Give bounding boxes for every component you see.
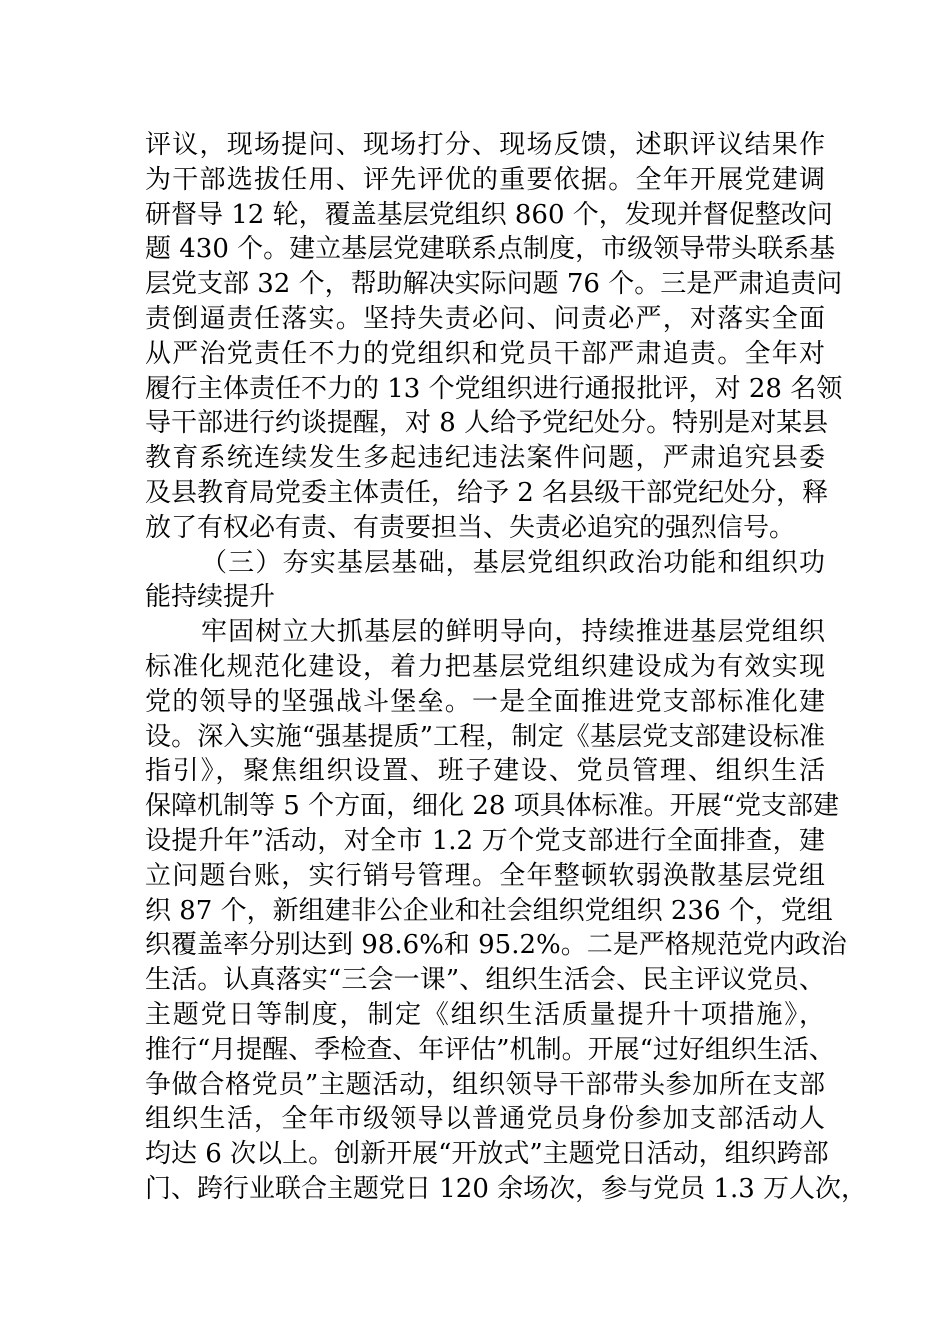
paragraph-line: 织 87 个，新组建非公企业和社会组织党组织 236 个，党组 xyxy=(145,895,833,926)
paragraph-line: 标准化规范化建设，着力把基层党组织建设成为有效实现 xyxy=(145,651,825,682)
paragraph-line: 组织生活，全年市级领导以普通党员身份参加支部活动人 xyxy=(145,1104,825,1135)
paragraph-line: 放了有权必有责、有责要担当、失责必追究的强烈信号。 xyxy=(145,512,796,543)
paragraph-line: 争做合格党员”主题活动，组织领导干部带头参加所在支部 xyxy=(145,1069,825,1100)
paragraph-line: 生活。认真落实“三会一课”、组织生活会、民主评议党员、 xyxy=(145,965,825,996)
paragraph-line: 推行“月提醒、季检查、年评估”机制。开展“过好组织生活、 xyxy=(145,1034,835,1065)
paragraph-line: 及县教育局党委主体责任，给予 2 名县级干部党纪处分，释 xyxy=(145,477,829,508)
paragraph-line: 为干部选拔任用、评先评优的重要依据。全年开展党建调 xyxy=(145,164,825,195)
paragraph-line: 党的领导的坚强战斗堡垒。一是全面推进党支部标准化建 xyxy=(145,686,825,717)
section-heading xyxy=(145,546,825,616)
paragraph-line: 门、跨行业联合主题党日 120 余场次，参与党员 1.3 万人次， xyxy=(145,1173,868,1204)
paragraph-line: 导干部进行约谈提醒，对 8 人给予党纪处分。特别是对某县 xyxy=(145,408,829,439)
paragraph-line: 研督导 12 轮，覆盖基层党组织 860 个，发现并督促整改问 xyxy=(145,199,833,230)
continued-paragraph xyxy=(145,128,843,546)
document-text xyxy=(145,128,868,1207)
paragraph-line: 设。深入实施“强基提质”工程，制定《基层党支部建设标准 xyxy=(145,721,825,752)
paragraph-line: 评议，现场提问、现场打分、现场反馈，述职评议结果作 xyxy=(145,130,825,160)
paragraph-line: 保障机制等 5 个方面，细化 28 项具体标准。开展“党支部建 xyxy=(145,791,839,822)
paragraph-line: 题 430 个。建立基层党建联系点制度，市级领导带头联系基 xyxy=(145,234,836,265)
paragraph-line: 从严治党责任不力的党组织和党员干部严肃追责。全年对 xyxy=(145,338,825,369)
paragraph-line: 指引》，聚焦组织设置、班子建设、党员管理、组织生活 xyxy=(145,756,825,787)
paragraph-line: 履行主体责任不力的 13 个党组织进行通报批评，对 28 名领 xyxy=(145,373,843,404)
paragraph-line: 责倒逼责任落实。坚持失责必问、问责必严，对落实全面 xyxy=(145,303,825,334)
paragraph-line: 牢固树立大抓基层的鲜明导向，持续推进基层党组织 xyxy=(201,617,825,648)
paragraph-line: 主题党日等制度，制定《组织生活质量提升十项措施》， xyxy=(145,999,825,1030)
heading-line: 能持续提升 xyxy=(145,582,276,613)
paragraph-line: 设提升年”活动，对全市 1.2 万个党支部进行全面排查，建 xyxy=(145,825,825,856)
paragraph-line: 立问题台账，实行销号管理。全年整顿软弱涣散基层党组 xyxy=(145,860,825,891)
body-paragraph xyxy=(145,615,868,1207)
paragraph-line: 均达 6 次以上。创新开展“开放式”主题党日活动，组织跨部 xyxy=(145,1139,829,1170)
paragraph-line: 织覆盖率分别达到 98.6%和 95.2%。二是严格规范党内政治 xyxy=(145,930,847,961)
paragraph-line: 教育系统连续发生多起违纪违法案件问题，严肃追究县委 xyxy=(145,443,825,474)
heading-line: （三）夯实基层基础，基层党组织政治功能和组织功 xyxy=(201,547,825,578)
paragraph-line: 层党支部 32 个，帮助解决实际问题 76 个。三是严肃追责问 xyxy=(145,269,843,300)
